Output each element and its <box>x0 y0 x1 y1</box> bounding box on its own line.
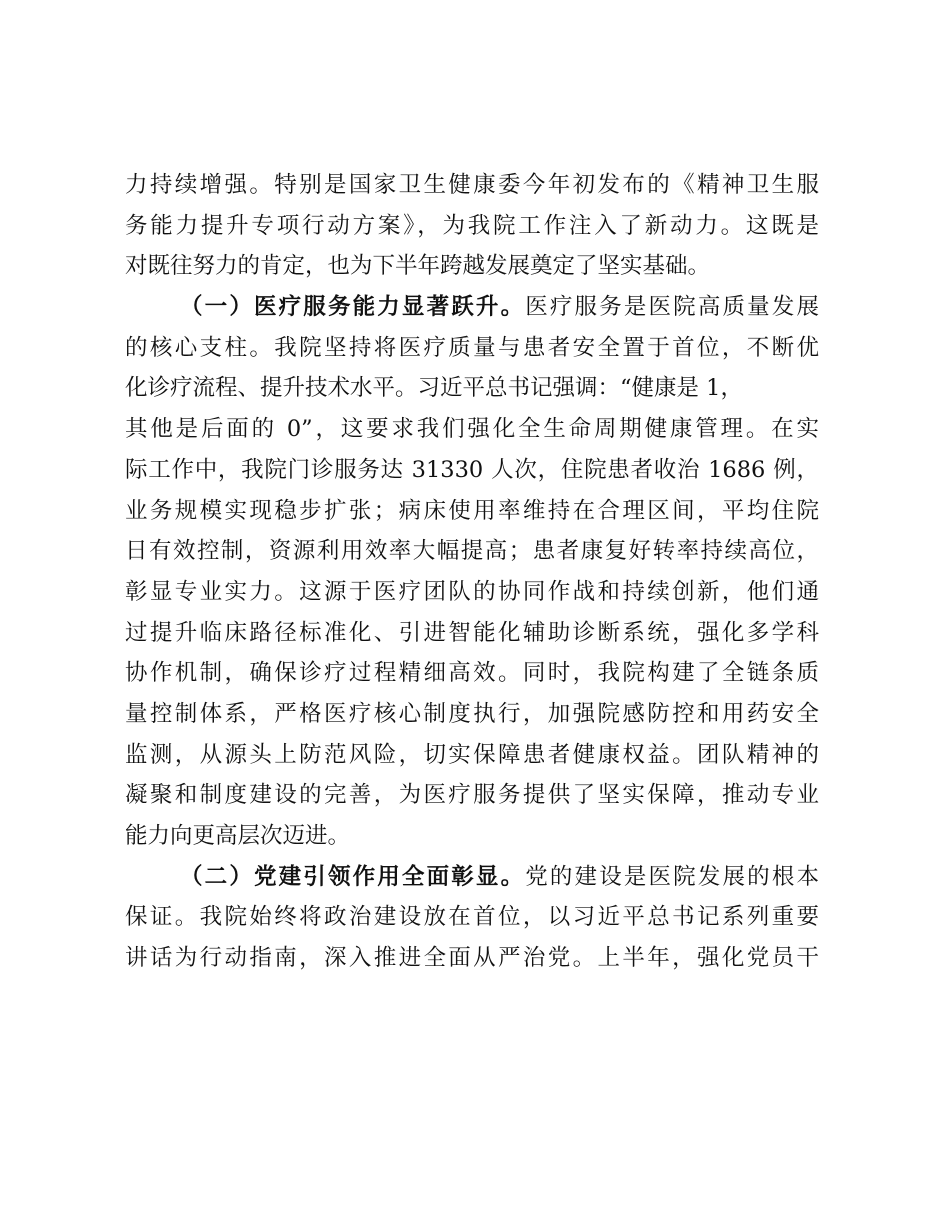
text-line <box>125 531 819 572</box>
line-text: 的核心支柱。我院坚持将医疗质量与患者安全置于首位，不断优 <box>125 334 819 361</box>
line-text: 业务规模实现稳步扩张；病床使用率维持在合理区间，平均住院 <box>125 497 819 524</box>
document-page <box>125 165 819 979</box>
text-line <box>125 613 819 654</box>
text-line <box>125 572 819 613</box>
text-line <box>125 897 819 938</box>
line-text: 医疗服务是医院高质量发展 <box>525 294 819 321</box>
line-text: 讲话为行动指南，深入推进全面从严治党。上半年，强化党员干 <box>125 945 819 972</box>
line-text: 化诊疗流程、提升技术水平。习近平总书记强调：“健康是 1， <box>125 375 743 402</box>
section-heading: （一）医疗服务能力显著跃升。 <box>180 294 526 321</box>
text-line <box>125 857 819 898</box>
text-line <box>125 450 819 491</box>
line-text: 能力向更高层次迈进。 <box>125 823 351 849</box>
line-text: 力持续增强。特别是国家卫生健康委今年初发布的《精神卫生服 <box>125 172 819 198</box>
text-line <box>125 409 819 450</box>
text-line <box>125 491 819 532</box>
line-text: 彰显专业实力。这源于医疗团队的协同作战和持续创新，他们通 <box>125 578 819 605</box>
text-line <box>125 653 819 694</box>
text-line <box>125 694 819 735</box>
text-line <box>125 206 819 247</box>
line-text: 党的建设是医院发展的根本 <box>525 863 819 890</box>
text-line <box>125 328 819 369</box>
line-text: 量控制体系，严格医疗核心制度执行，加强院感防控和用药安全 <box>125 700 819 727</box>
text-line <box>125 735 819 776</box>
line-text: 保证。我院始终将政治建设放在首位，以习近平总书记系列重要 <box>125 904 819 931</box>
line-text: 凝聚和制度建设的完善，为医疗服务提供了坚实保障，推动专业 <box>125 782 819 809</box>
text-line <box>125 246 819 287</box>
line-text: 其他是后面的 0”，这要求我们强化全生命周期健康管理。在实 <box>125 416 819 443</box>
line-text: 务能力提升专项行动方案》，为我院工作注入了新动力。这既是 <box>125 212 819 239</box>
line-text: 协作机制，确保诊疗过程精细高效。同时，我院构建了全链条质 <box>125 660 819 687</box>
text-line <box>125 368 819 409</box>
line-text: 对既往努力的肯定，也为下半年跨越发展奠定了坚实基础。 <box>125 253 711 280</box>
text-line <box>125 165 819 206</box>
line-text: 过提升临床路径标准化、引进智能化辅助诊断系统，强化多学科 <box>125 619 819 646</box>
section-heading: （二）党建引领作用全面彰显。 <box>180 863 526 890</box>
text-line <box>125 775 819 816</box>
line-text: 监测，从源头上防范风险，切实保障患者健康权益。团队精神的 <box>125 741 819 768</box>
line-text: 际工作中，我院门诊服务达 31330 人次，住院患者收治 1686 例， <box>125 456 819 483</box>
line-text: 日有效控制，资源利用效率大幅提高；患者康复好转率持续高位， <box>125 538 819 565</box>
text-line <box>125 816 819 857</box>
text-line <box>125 938 819 979</box>
text-line <box>125 287 819 328</box>
